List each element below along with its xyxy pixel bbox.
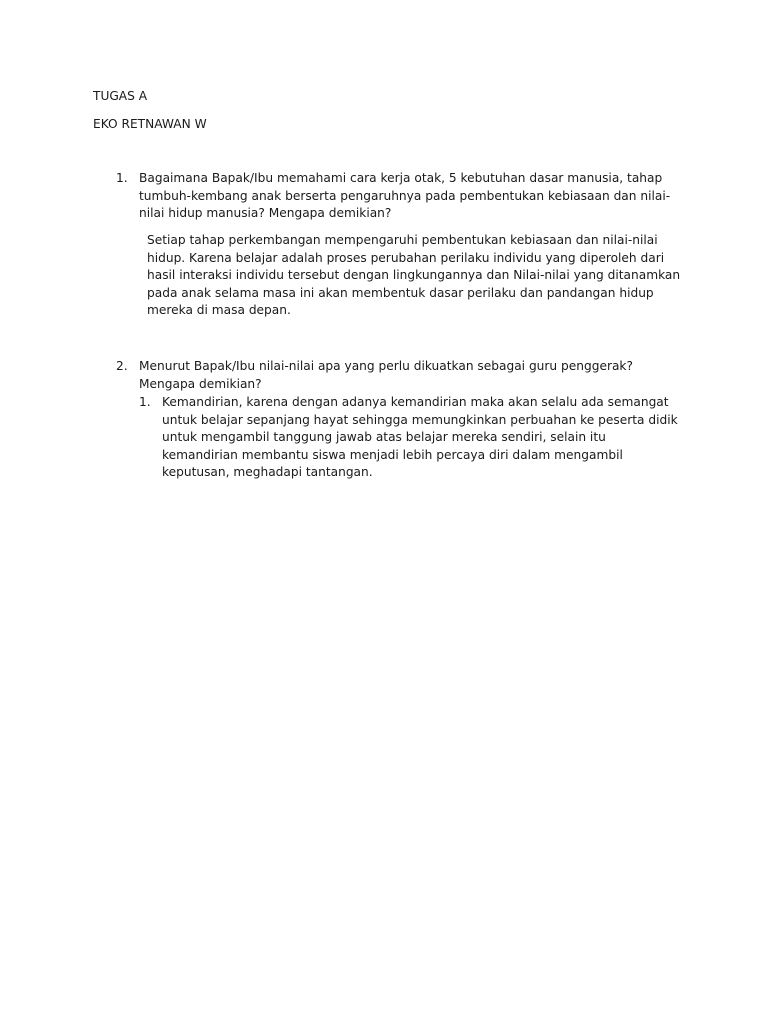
document-title: TUGAS A: [93, 89, 148, 103]
question-2-number: 2.: [116, 359, 128, 373]
question-2-subitem-1-number: 1.: [139, 395, 151, 409]
question-1-number: 1.: [116, 171, 128, 185]
document-author: EKO RETNAWAN W: [93, 117, 207, 131]
question-2-text: Menurut Bapak/Ibu nilai-nilai apa yang perlu dikuatkan sebagai guru penggerak? Mengapa demikian?: [139, 359, 633, 391]
question-1-text: Bagaimana Bapak/Ibu memahami cara kerja otak, 5 kebutuhan dasar manusia, tahap tumbuh-kembang anak berserta pengaruhnya pada pembentukan kebiasaan dan nilai-nilai hidup manusia? Mengapa demikian?: [139, 171, 671, 220]
question-1-answer: Setiap tahap perkembangan mempengaruhi pembentukan kebiasaan dan nilai-nilai hidup. Karena belajar adalah proses perubahan perilaku individu yang diperoleh dari hasil interaksi individu tersebut dengan lingkungannya dan Nilai-nilai yang ditanamkan pada anak selama masa ini akan membentuk dasar perilaku dan pandangan hidup mereka di masa depan.: [147, 233, 681, 318]
question-2-subitem-1-text: Kemandirian, karena dengan adanya kemandirian maka akan selalu ada semangat untuk belajar sepanjang hayat sehingga memungkinkan perbuahan ke peserta didik untuk mengambil tanggung jawab atas belajar mereka sendiri, selain itu kemandirian membantu siswa menjadi lebih percaya diri dalam mengambil keputusan, meghadapi tantangan.: [162, 395, 678, 480]
